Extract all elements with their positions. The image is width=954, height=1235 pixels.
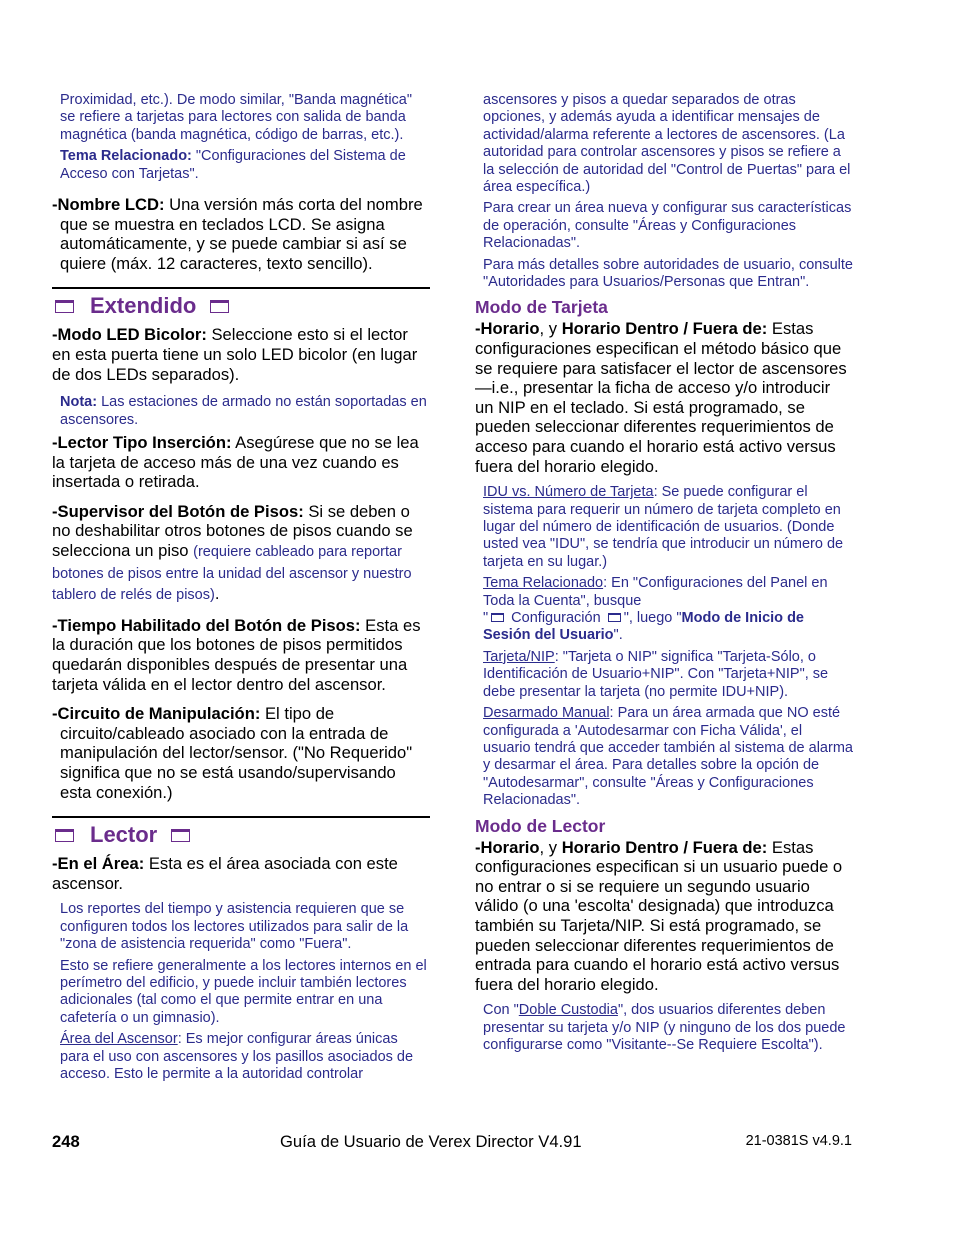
note-bold: Modo de Inicio de Sesión del Usuario: [483, 610, 804, 644]
item-tamper-circuit: [52, 704, 430, 802]
folder-tab-icon: [55, 829, 74, 842]
folder-tab-icon: [210, 300, 229, 313]
note-text: "Configuraciones del Sistema de Acceso con Tarjetas".: [60, 148, 406, 182]
page-number: 248: [52, 1132, 80, 1151]
item-label: Horario: [480, 837, 540, 857]
item-text: Estas configuraciones especifican el método básico que se requiere para satisfacer el lector de ascensores—i.e., presentar la ficha de acceso y/o introducir un NIP en el teclado. Si está programado, se pueden seleccionar diferentes requerimientos de acceso para cuando el horario está activo versus fuera del horario elegido.: [475, 319, 847, 476]
note-text: ": [483, 610, 489, 627]
note-idu: [483, 484, 853, 571]
folder-tab-icon: [608, 613, 621, 622]
note-text: : Es mejor configurar áreas únicas para el uso con ascensores y los pasillos asociados de acceso. Esto le permite a la autoridad controlar: [60, 1031, 414, 1082]
folder-tab-icon: [55, 300, 74, 313]
link-related-topic[interactable]: Tema Relacionado: [483, 575, 604, 592]
note-text: : En "Configuraciones del Panel en Toda la Cuenta", busque: [483, 575, 828, 609]
note-label: Tema Relacionado:: [60, 148, 192, 165]
note-dual-custody: [483, 1002, 853, 1054]
section-divider: [52, 816, 430, 818]
item-text: , y: [539, 319, 562, 339]
page-footer: [52, 1132, 852, 1152]
item-label: Horario: [480, 319, 540, 339]
section-title: Lector: [90, 822, 158, 848]
item-text: Una versión más corta del nombre que se muestra en teclados LCD. Se asigna automáticamente, y se puede cambiar si así se quiere (máx. 12 caracteres, texto sencillo).: [60, 195, 423, 273]
item-label: Nombre LCD:: [57, 195, 165, 215]
item-label: Modo LED Bicolor:: [57, 325, 207, 345]
item-text: Asegúrese que no se lea la tarjeta de acceso más de una vez cuando es insertada o retirada.: [52, 433, 419, 492]
item-text: Seleccione esto si el lector en esta puerta tiene un solo LED bicolor (en lugar de dos LEDs separados).: [52, 325, 418, 384]
section-heading-reader: [52, 822, 430, 848]
item-label: Lector Tipo Inserción:: [57, 433, 232, 452]
item-note: (requiere cableado para reportar botones de pisos entre la unidad del ascensor y nuestro tablero de relés de pisos): [52, 543, 412, 604]
footer-version: 21-0381S v4.9.1: [745, 1133, 852, 1149]
item-label: Tiempo Habilitado del Botón de Pisos:: [57, 615, 361, 635]
link-card-pin[interactable]: Tarjeta/NIP: [483, 648, 555, 665]
bullet-dash: -: [475, 319, 481, 339]
item-lcd-name: [52, 195, 430, 273]
item-reader-schedule: [475, 838, 853, 995]
note-label: Nota:: [60, 394, 98, 411]
bullet-dash: -: [52, 433, 58, 452]
note-text: Las estaciones de armado no están soportadas en ascensores.: [60, 394, 427, 428]
bullet-dash: -: [52, 501, 58, 521]
note-elevator-authority: ascensores y pisos a quedar separados de otras opciones, y además ayuda a identificar mensajes de actividad/alarma referente a lectores de ascensores. (La autoridad para controlar ascensores y pisos se refiere a la selección de autoridad del "Control de Puertas" para el área específica.): [483, 92, 851, 196]
item-label: Horario Dentro / Fuera de:: [561, 319, 768, 339]
item-floor-button-supervisor: [52, 502, 430, 606]
section-heading-extended: [52, 293, 430, 319]
item-bicolor-led: [52, 325, 430, 384]
item-text: Estas configuraciones especifican si un usuario puede o no entrar o si se requiere un segundo usuario válido (o una 'escolta' designada) que introduzca también su Tarjeta/NIP. Si está programado, se pueden seleccionar diferentes requerimientos de entrada para cuando el horario está activo versus fuera del horario elegido.: [475, 837, 843, 994]
note-related-topic-panel: [483, 575, 853, 645]
note-proximity: Proximidad, etc.). De modo similar, "Banda magnética" se refiere a tarjetas para lectores con salida de banda magnética (banda magnética, código de barras, etc.).: [60, 92, 413, 143]
note-perimeter: Esto se refiere generalmente a los lectores internos en el perímetro del edificio, y puede incluir también lectores adicionales (tal como el que permite entrar en una cafetería o un gimnasio).: [60, 957, 427, 1026]
bullet-dash: -: [52, 325, 58, 345]
note-text: : Para un área armada que NO esté configurada a 'Autodesarmar con Ficha Válida', el usuario tendrá que acceder también al sistema de alarma y desarmar el área. Para detalles sobre la opción de "Autodesarmar", consulte "Áreas y Configuraciones Relacionadas".: [483, 705, 853, 809]
note-text: Con ": [483, 1002, 519, 1019]
item-card-schedule: [475, 319, 853, 476]
section-title: Extendido: [90, 293, 197, 319]
note-user-authorities: Para más detalles sobre autoridades de usuario, consulte "Autoridades para Usuarios/Personas que Entran".: [483, 256, 853, 291]
item-text: El tipo de circuito/cableado asociado con la entrada de manipulación del lector/sensor. ("No Requerido" significa que no se está usando/supervisando esta conexión.): [60, 704, 413, 802]
note-card-pin: [483, 649, 853, 701]
item-in-area: [52, 854, 430, 893]
subheading-reader-mode: Modo de Lector: [475, 815, 606, 836]
link-dual-custody[interactable]: Doble Custodia: [518, 1002, 618, 1019]
item-text: Esta es el área asociada con este ascensor.: [52, 854, 398, 893]
item-label: En el Área:: [57, 854, 145, 874]
note-arming-stations: [60, 394, 430, 429]
item-text: , y: [539, 837, 562, 857]
item-label: Horario Dentro / Fuera de:: [561, 837, 768, 857]
note-text: : "Tarjeta o NIP" significa "Tarjeta-Sólo, o Identificación de Usuario+NIP". Con "Tarjeta+NIP", se debe presentar la tarjeta (no permite IDU+NIP).: [483, 648, 829, 700]
link-manual-disarm[interactable]: Desarmado Manual: [483, 705, 610, 722]
link-idu-vs-card-number[interactable]: IDU vs. Número de Tarjeta: [483, 484, 654, 501]
section-divider: [52, 287, 430, 289]
note-elevator-area: [60, 1031, 430, 1083]
item-text-end: .: [214, 584, 220, 604]
bullet-dash: -: [475, 837, 481, 857]
note-attendance: Los reportes del tiempo y asistencia requieren que se configuren todos los lectores utilizados para salir de la "zona de asistencia requerida" como "Fuera".: [60, 901, 409, 953]
subheading-card-mode: Modo de Tarjeta: [475, 297, 608, 318]
note-text: ", luego ": [623, 610, 682, 627]
folder-tab-icon: [171, 829, 190, 842]
note-related-topic: [60, 148, 430, 183]
item-floor-button-time: [52, 616, 430, 694]
bullet-dash: -: [52, 704, 58, 724]
left-column: [52, 92, 430, 1087]
right-column: [475, 92, 853, 1059]
note-text: Configuración: [507, 610, 605, 627]
note-manual-disarm: [483, 705, 853, 809]
bullet-dash: -: [52, 195, 58, 215]
link-elevator-area[interactable]: Área del Ascensor: [60, 1031, 178, 1048]
note-text: ", dos usuarios diferentes deben presentar su tarjeta y/o NIP (y ninguno de los dos puede configurarse como "Visitante--Se Requiere Escolta").: [483, 1002, 846, 1054]
footer-title: Guía de Usuario de Verex Director V4.91: [280, 1132, 582, 1151]
item-insertion-reader: [52, 433, 430, 492]
item-label: Supervisor del Botón de Pisos:: [57, 501, 304, 521]
note-text: : Se puede configurar el sistema para requerir un número de tarjeta completo en lugar del número de identificación de usuarios. (Donde usted vea "IDU", se tendría que introducir un número de tarjeta en su lugar.): [483, 484, 844, 570]
folder-tab-icon: [491, 613, 504, 622]
item-text: Esta es la duración que los botones de pisos permitidos quedarán disponibles después de presentar una tarjeta válida en el lector dentro del ascensor.: [52, 615, 421, 694]
item-text: Si se deben o no deshabilitar otros botones de pisos cuando se selecciona un piso: [52, 501, 413, 560]
note-create-area: Para crear un área nueva y configurar sus características de operación, consulte "Áreas y Configuraciones Relacionadas".: [483, 200, 852, 252]
bullet-dash: -: [52, 615, 58, 635]
bullet-dash: -: [52, 854, 58, 874]
note-text: ".: [613, 627, 623, 644]
item-label: Circuito de Manipulación:: [57, 704, 261, 724]
